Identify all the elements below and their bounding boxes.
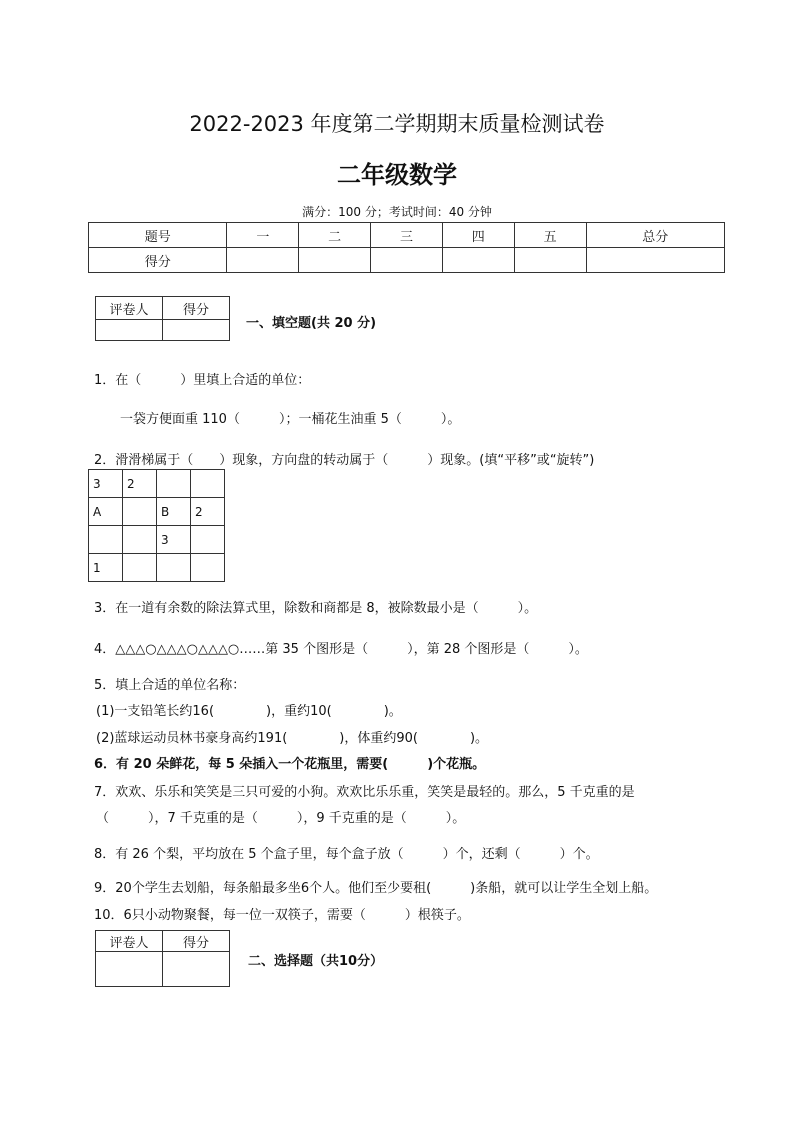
grader-box-1 <box>95 296 230 341</box>
grid-cell: 3 <box>157 526 191 554</box>
page-subtitle: 二年级数学 <box>337 161 457 189</box>
question-4: 4．△△△○△△△○△△△○……第 35 个图形是（ ），第 28 个图形是（ ）。 <box>94 642 588 657</box>
question-1-body: 一袋方便面重 110（ ）；一桶花生油重 5（ ）。 <box>120 412 461 427</box>
grid-cell <box>191 470 225 498</box>
score-input[interactable] <box>163 320 230 341</box>
table-row <box>89 223 725 248</box>
grid-cell <box>123 498 157 526</box>
score-table <box>88 222 725 273</box>
table-cell: 题号 <box>89 223 227 248</box>
table-row <box>89 470 225 498</box>
grid-cell <box>89 526 123 554</box>
grid-cell <box>157 554 191 582</box>
grader-input[interactable] <box>96 952 163 987</box>
grid-cell <box>191 554 225 582</box>
score-input-cell[interactable] <box>299 248 371 273</box>
table-row <box>89 248 725 273</box>
question-1: 1．在（ ）里填上合适的单位： <box>94 373 311 388</box>
score-input-cell[interactable] <box>371 248 443 273</box>
grader-input[interactable] <box>96 320 163 341</box>
grid-cell <box>123 526 157 554</box>
question-5-part-2: (2)蓝球运动员林书豪身高约191( )，体重约90( )。 <box>96 731 489 746</box>
table-cell: 三 <box>371 223 443 248</box>
question-7-blanks: （ ），7 千克重的是（ ），9 千克重的是（ ）。 <box>96 811 466 826</box>
question-6: 6．有 20 朵鲜花，每 5 朵插入一个花瓶里，需要( )个花瓶。 <box>94 757 486 772</box>
grid-cell <box>123 554 157 582</box>
table-row <box>89 498 225 526</box>
question-2: 2．滑滑梯属于（ ）现象，方向盘的转动属于（ ）现象。(填“平移”或“旋转”) <box>94 453 595 468</box>
table-cell: 得分 <box>89 248 227 273</box>
grid-cell: 2 <box>123 470 157 498</box>
section-1-title: 一、填空题(共 20 分) <box>246 316 377 331</box>
grid-cell: 1 <box>89 554 123 582</box>
score-input[interactable] <box>163 952 230 987</box>
question-8: 8．有 26 个梨，平均放在 5 个盒子里，每个盒子放（ ）个，还剩（ ）个。 <box>94 847 599 862</box>
grader-label: 评卷人 <box>96 931 163 952</box>
score-input-cell[interactable] <box>514 248 586 273</box>
section-2-title: 二、选择题（共10分） <box>248 954 384 969</box>
grid-cell <box>191 526 225 554</box>
table-cell: 一 <box>227 223 299 248</box>
grid-cell: A <box>89 498 123 526</box>
table-cell: 四 <box>442 223 514 248</box>
score-input-cell[interactable] <box>442 248 514 273</box>
question-10: 10．6只小动物聚餐，每一位一双筷子，需要（ ）根筷子。 <box>94 908 470 923</box>
table-row <box>89 526 225 554</box>
coordinate-grid <box>88 469 225 582</box>
score-label: 得分 <box>163 931 230 952</box>
question-5-part-1: (1)一支铅笔长约16( )，重约10( )。 <box>96 704 402 719</box>
question-3: 3．在一道有余数的除法算式里，除数和商都是 8，被除数最小是（ ）。 <box>94 601 538 616</box>
page-title: 2022-2023 年度第二学期期末质量检测试卷 <box>189 112 605 136</box>
question-9: 9．20个学生去划船，每条船最多坐6个人。他们至少要租( )条船，就可以让学生全划上船。 <box>94 881 658 896</box>
grid-cell <box>157 470 191 498</box>
grid-cell: 3 <box>89 470 123 498</box>
grader-label: 评卷人 <box>96 297 163 320</box>
grader-box-2 <box>95 930 230 987</box>
table-row <box>89 554 225 582</box>
question-7: 7．欢欢、乐乐和笑笑是三只可爱的小狗。欢欢比乐乐重，笑笑是最轻的。那么，5 千克重的是 <box>94 785 635 800</box>
question-5: 5．填上合适的单位名称： <box>94 678 246 693</box>
grid-cell: 2 <box>191 498 225 526</box>
table-cell: 总分 <box>586 223 725 248</box>
exam-meta: 满分：100 分；考试时间：40 分钟 <box>302 205 492 219</box>
grid-cell: B <box>157 498 191 526</box>
score-label: 得分 <box>163 297 230 320</box>
table-cell: 五 <box>514 223 586 248</box>
table-cell: 二 <box>299 223 371 248</box>
score-input-cell[interactable] <box>586 248 725 273</box>
score-input-cell[interactable] <box>227 248 299 273</box>
